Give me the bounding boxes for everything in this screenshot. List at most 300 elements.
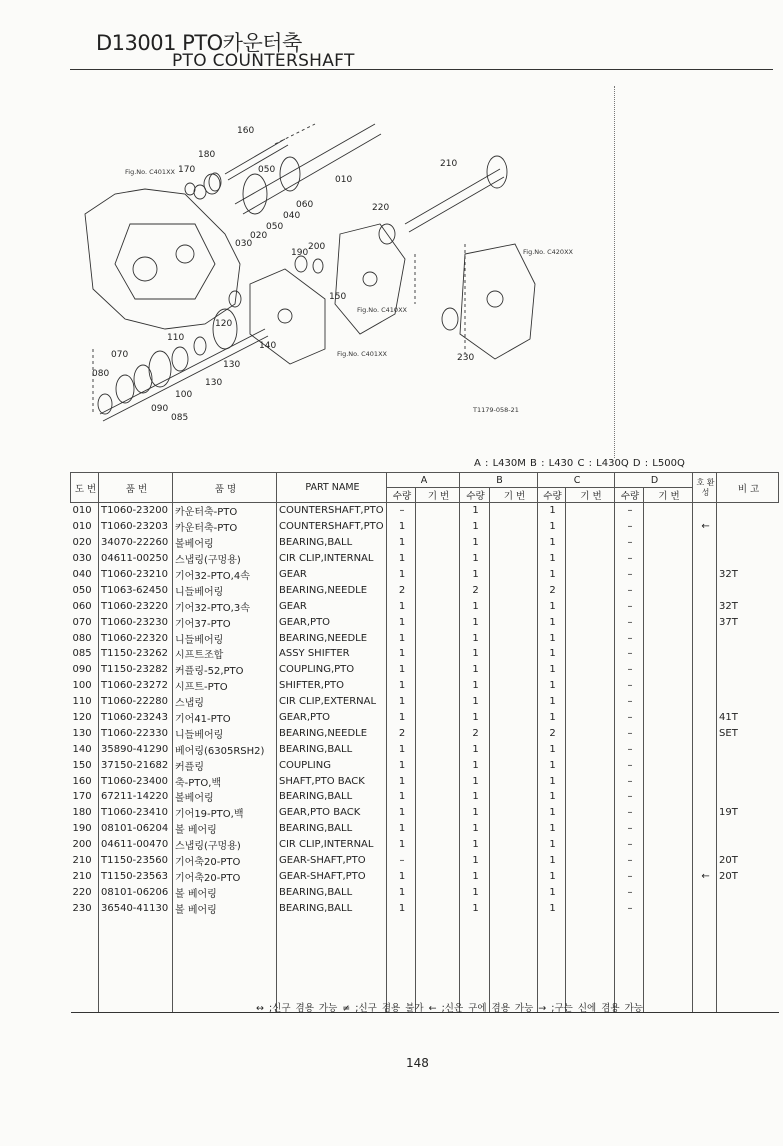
serial-c-cell bbox=[566, 710, 615, 726]
callout-130b: 130 bbox=[205, 378, 223, 388]
remarks-cell bbox=[717, 582, 779, 598]
qty-c-cell: 1 bbox=[538, 614, 566, 630]
serial-c-cell bbox=[566, 789, 615, 805]
drawing-number: T1179-058-21 bbox=[473, 406, 519, 414]
qty-c-cell: 1 bbox=[538, 853, 566, 869]
qty-a-cell: 1 bbox=[387, 789, 416, 805]
callout-150: 150 bbox=[329, 292, 347, 302]
fig-ref-c401-top: Fig.No. C401XX bbox=[125, 168, 175, 176]
part-name-cell: GEAR,PTO bbox=[277, 710, 387, 726]
qty-d-cell: – bbox=[615, 662, 644, 678]
qty-b-cell: 1 bbox=[460, 598, 490, 614]
serial-a-cell bbox=[416, 773, 460, 789]
qty-b-cell: 1 bbox=[460, 789, 490, 805]
qty-a-cell: 1 bbox=[387, 884, 416, 900]
serial-c-cell bbox=[566, 503, 615, 519]
table-row bbox=[71, 805, 779, 821]
part-number-cell: T1060-23243 bbox=[99, 710, 173, 726]
remarks-cell bbox=[717, 789, 779, 805]
qty-b-cell: 1 bbox=[460, 646, 490, 662]
table-row bbox=[71, 551, 779, 567]
serial-c-cell bbox=[566, 582, 615, 598]
serial-a-cell bbox=[416, 519, 460, 535]
serial-b-cell bbox=[490, 503, 538, 519]
part-name-cell: BEARING,BALL bbox=[277, 741, 387, 757]
qty-a-cell: 2 bbox=[387, 725, 416, 741]
serial-b-cell bbox=[490, 694, 538, 710]
callout-070: 070 bbox=[111, 350, 129, 360]
interchange-cell bbox=[693, 710, 717, 726]
col-part-no: 품 번 bbox=[99, 473, 173, 503]
qty-d-cell: – bbox=[615, 757, 644, 773]
callout-110: 110 bbox=[167, 333, 185, 343]
korean-name-cell: 니들베어링 bbox=[173, 630, 277, 646]
remarks-cell bbox=[717, 837, 779, 853]
callout-030: 030 bbox=[235, 239, 253, 249]
qty-a-cell: 1 bbox=[387, 694, 416, 710]
serial-a-cell bbox=[416, 503, 460, 519]
qty-d-cell: – bbox=[615, 710, 644, 726]
qty-d-cell: – bbox=[615, 789, 644, 805]
interchange-cell bbox=[693, 662, 717, 678]
interchange-cell bbox=[693, 567, 717, 583]
serial-a-cell bbox=[416, 741, 460, 757]
ref-cell: 200 bbox=[72, 839, 92, 851]
callout-090: 090 bbox=[151, 404, 169, 414]
remarks-cell: SET bbox=[717, 725, 779, 741]
qty-c-cell: 1 bbox=[538, 551, 566, 567]
qty-d-cell: – bbox=[615, 694, 644, 710]
qty-b-cell: 1 bbox=[460, 694, 490, 710]
qty-b-cell: 1 bbox=[460, 773, 490, 789]
part-name-cell: BEARING,NEEDLE bbox=[277, 582, 387, 598]
gear-040 bbox=[243, 174, 267, 214]
qty-a-cell: 1 bbox=[387, 757, 416, 773]
qty-a-cell: 1 bbox=[387, 741, 416, 757]
korean-name-cell: 커플링-52,PTO bbox=[173, 662, 277, 678]
callout-040: 040 bbox=[283, 211, 301, 221]
serial-d-cell bbox=[644, 551, 693, 567]
part-name-cell: ASSY SHIFTER bbox=[277, 646, 387, 662]
serial-d-cell bbox=[644, 598, 693, 614]
table-row bbox=[71, 678, 779, 694]
part-name-cell: GEAR-SHAFT,PTO bbox=[277, 868, 387, 884]
table-row bbox=[71, 725, 779, 741]
remarks-cell bbox=[717, 535, 779, 551]
col-qty-c: 수량 bbox=[538, 488, 566, 503]
remarks-cell bbox=[717, 694, 779, 710]
korean-name-cell: 카운터축-PTO bbox=[173, 503, 277, 519]
ref-cell: 100 bbox=[72, 680, 92, 692]
empty-cell bbox=[71, 916, 99, 1013]
serial-c-cell bbox=[566, 821, 615, 837]
korean-name-cell: 기어32-PTO,4속 bbox=[173, 567, 277, 583]
empty-cell bbox=[566, 916, 615, 1013]
serial-d-cell bbox=[644, 900, 693, 916]
serial-b-cell bbox=[490, 614, 538, 630]
page-number: 148 bbox=[406, 1056, 429, 1070]
qty-c-cell: 1 bbox=[538, 630, 566, 646]
serial-b-cell bbox=[490, 853, 538, 869]
col-name-kr: 품 명 bbox=[173, 473, 277, 503]
serial-d-cell bbox=[644, 614, 693, 630]
qty-b-cell: 1 bbox=[460, 710, 490, 726]
col-serial-d: 기 번 bbox=[644, 488, 693, 503]
qty-c-cell: 1 bbox=[538, 757, 566, 773]
ref-cell: 110 bbox=[72, 696, 92, 708]
qty-c-cell: 1 bbox=[538, 519, 566, 535]
qty-c-cell: 1 bbox=[538, 646, 566, 662]
interchange-cell bbox=[693, 598, 717, 614]
interchange-cell: ← bbox=[693, 868, 717, 884]
col-serial-b: 기 번 bbox=[490, 488, 538, 503]
part-name-cell: COUPLING bbox=[277, 757, 387, 773]
table-row bbox=[71, 614, 779, 630]
qty-a-cell: – bbox=[387, 503, 416, 519]
qty-a-cell: 1 bbox=[387, 821, 416, 837]
col-ref: 도 번 bbox=[71, 473, 99, 503]
qty-c-cell: 1 bbox=[538, 900, 566, 916]
qty-b-cell: 1 bbox=[460, 503, 490, 519]
serial-d-cell bbox=[644, 853, 693, 869]
serial-a-cell bbox=[416, 853, 460, 869]
callout-085: 085 bbox=[171, 413, 189, 423]
col-qty-d: 수량 bbox=[615, 488, 644, 503]
qty-d-cell: – bbox=[615, 630, 644, 646]
serial-c-cell bbox=[566, 519, 615, 535]
serial-a-cell bbox=[416, 551, 460, 567]
col-group-a: A bbox=[387, 473, 460, 488]
interchange-cell bbox=[693, 821, 717, 837]
serial-d-cell bbox=[644, 805, 693, 821]
col-part-name: PART NAME bbox=[277, 473, 387, 503]
remarks-cell: 20T bbox=[717, 853, 779, 869]
qty-c-cell: 1 bbox=[538, 805, 566, 821]
serial-d-cell bbox=[644, 710, 693, 726]
qty-b-cell: 1 bbox=[460, 805, 490, 821]
ref-cell: 120 bbox=[72, 712, 92, 724]
ref-cell: 210 bbox=[72, 855, 92, 867]
ref-cell: 085 bbox=[72, 648, 92, 660]
qty-a-cell: 1 bbox=[387, 710, 416, 726]
serial-a-cell bbox=[416, 582, 460, 598]
korean-name-cell: 볼베어링 bbox=[173, 535, 277, 551]
ref-cell: 220 bbox=[72, 886, 92, 898]
qty-b-cell: 1 bbox=[460, 567, 490, 583]
remarks-cell bbox=[717, 900, 779, 916]
table-row bbox=[71, 837, 779, 853]
ref-cell: 080 bbox=[72, 632, 92, 644]
serial-d-cell bbox=[644, 868, 693, 884]
table-row bbox=[71, 630, 779, 646]
parts-table-body bbox=[71, 503, 779, 1013]
table-row bbox=[71, 757, 779, 773]
qty-d-cell: – bbox=[615, 821, 644, 837]
serial-b-cell bbox=[490, 662, 538, 678]
serial-a-cell bbox=[416, 725, 460, 741]
serial-a-cell bbox=[416, 900, 460, 916]
callout-130: 130 bbox=[223, 360, 241, 370]
qty-d-cell: – bbox=[615, 741, 644, 757]
table-row bbox=[71, 535, 779, 551]
korean-name-cell: 볼 베어링 bbox=[173, 884, 277, 900]
remarks-cell bbox=[717, 630, 779, 646]
table-row bbox=[71, 741, 779, 757]
empty-cell bbox=[173, 916, 277, 1013]
part-name-cell: GEAR,PTO bbox=[277, 614, 387, 630]
serial-a-cell bbox=[416, 694, 460, 710]
qty-c-cell: 1 bbox=[538, 868, 566, 884]
serial-c-cell bbox=[566, 868, 615, 884]
qty-a-cell: 1 bbox=[387, 773, 416, 789]
serial-a-cell bbox=[416, 598, 460, 614]
korean-name-cell: 볼 베어링 bbox=[173, 821, 277, 837]
callout-060: 060 bbox=[296, 200, 314, 210]
interchange-cell bbox=[693, 646, 717, 662]
callout-190: 190 bbox=[291, 248, 309, 258]
remarks-cell bbox=[717, 646, 779, 662]
serial-a-cell bbox=[416, 821, 460, 837]
remarks-cell: 32T bbox=[717, 598, 779, 614]
empty-cell bbox=[693, 916, 717, 1013]
table-row bbox=[71, 503, 779, 519]
qty-a-cell: 1 bbox=[387, 535, 416, 551]
part-number-cell: T1060-22280 bbox=[99, 694, 173, 710]
part-number-cell: T1060-23210 bbox=[99, 567, 173, 583]
qty-c-cell: 1 bbox=[538, 837, 566, 853]
qty-b-cell: 1 bbox=[460, 535, 490, 551]
korean-name-cell: 축-PTO,백 bbox=[173, 773, 277, 789]
qty-b-cell: 1 bbox=[460, 630, 490, 646]
qty-d-cell: – bbox=[615, 567, 644, 583]
serial-b-cell bbox=[490, 598, 538, 614]
part-name-cell: CIR CLIP,INTERNAL bbox=[277, 837, 387, 853]
remarks-cell bbox=[717, 678, 779, 694]
serial-c-cell bbox=[566, 884, 615, 900]
empty-cell bbox=[277, 916, 387, 1013]
part-number-cell: T1060-23272 bbox=[99, 678, 173, 694]
serial-b-cell bbox=[490, 805, 538, 821]
serial-a-cell bbox=[416, 710, 460, 726]
callout-180: 180 bbox=[198, 150, 216, 160]
empty-cell bbox=[416, 916, 460, 1013]
serial-b-cell bbox=[490, 535, 538, 551]
korean-name-cell: 베어링(6305RSH2) bbox=[173, 741, 277, 757]
remarks-cell bbox=[717, 757, 779, 773]
serial-a-cell bbox=[416, 678, 460, 694]
qty-b-cell: 1 bbox=[460, 551, 490, 567]
serial-d-cell bbox=[644, 694, 693, 710]
diagram-divider bbox=[614, 86, 615, 458]
interchange-cell bbox=[693, 773, 717, 789]
korean-name-cell: 기어축20-PTO bbox=[173, 853, 277, 869]
part-name-cell: BEARING,BALL bbox=[277, 900, 387, 916]
page-subtitle: PTO COUNTERSHAFT bbox=[172, 51, 355, 71]
fig-ref-c401-bottom: Fig.No. C401XX bbox=[337, 350, 387, 358]
empty-cell bbox=[717, 916, 779, 1013]
part-number-cell: 35890-41290 bbox=[99, 741, 173, 757]
serial-b-cell bbox=[490, 551, 538, 567]
col-group-d: D bbox=[615, 473, 693, 488]
part-number-cell: T1060-23203 bbox=[99, 519, 173, 535]
part-number-cell: T1060-23230 bbox=[99, 614, 173, 630]
part-name-cell: BEARING,BALL bbox=[277, 884, 387, 900]
qty-a-cell: 1 bbox=[387, 678, 416, 694]
part-name-cell: BEARING,NEEDLE bbox=[277, 725, 387, 741]
remarks-cell: 20T bbox=[717, 868, 779, 884]
qty-a-cell: 1 bbox=[387, 662, 416, 678]
part-number-cell: T1060-23400 bbox=[99, 773, 173, 789]
serial-d-cell bbox=[644, 757, 693, 773]
part-number-cell: 08101-06204 bbox=[99, 821, 173, 837]
col-qty-b: 수량 bbox=[460, 488, 490, 503]
qty-d-cell: – bbox=[615, 868, 644, 884]
korean-name-cell: 카운터축-PTO bbox=[173, 519, 277, 535]
part-number-cell: 04611-00470 bbox=[99, 837, 173, 853]
serial-c-cell bbox=[566, 614, 615, 630]
interchange-cell bbox=[693, 551, 717, 567]
interchange-cell bbox=[693, 678, 717, 694]
serial-c-cell bbox=[566, 646, 615, 662]
interchange-cell bbox=[693, 837, 717, 853]
qty-d-cell: – bbox=[615, 598, 644, 614]
part-name-cell: CIR CLIP,INTERNAL bbox=[277, 551, 387, 567]
korean-name-cell: 기어41-PTO bbox=[173, 710, 277, 726]
serial-b-cell bbox=[490, 868, 538, 884]
ref-cell: 150 bbox=[72, 759, 92, 771]
callout-080: 080 bbox=[92, 369, 110, 379]
serial-a-cell bbox=[416, 757, 460, 773]
part-number-cell: T1150-23282 bbox=[99, 662, 173, 678]
qty-d-cell: – bbox=[615, 519, 644, 535]
gear-210 bbox=[487, 156, 507, 188]
serial-a-cell bbox=[416, 646, 460, 662]
table-row bbox=[71, 900, 779, 916]
fig-ref-c420: Fig.No. C420XX bbox=[523, 248, 573, 256]
serial-a-cell bbox=[416, 884, 460, 900]
ref-cell: 010 bbox=[72, 521, 92, 533]
serial-c-cell bbox=[566, 773, 615, 789]
qty-d-cell: – bbox=[615, 614, 644, 630]
part-name-cell: COUNTERSHAFT,PTO bbox=[277, 503, 387, 519]
qty-a-cell: 1 bbox=[387, 900, 416, 916]
model-legend: A : L430M B : L430 C : L430Q D : L500Q bbox=[474, 458, 685, 469]
qty-d-cell: – bbox=[615, 773, 644, 789]
qty-b-cell: 1 bbox=[460, 519, 490, 535]
part-name-cell: GEAR bbox=[277, 567, 387, 583]
serial-c-cell bbox=[566, 598, 615, 614]
qty-b-cell: 2 bbox=[460, 725, 490, 741]
qty-c-cell: 1 bbox=[538, 598, 566, 614]
table-row bbox=[71, 868, 779, 884]
qty-b-cell: 1 bbox=[460, 614, 490, 630]
interchange-cell bbox=[693, 725, 717, 741]
ref-cell: 050 bbox=[72, 584, 92, 596]
korean-name-cell: 기어축20-PTO bbox=[173, 868, 277, 884]
callout-200: 200 bbox=[308, 242, 326, 252]
part-name-cell: BEARING,NEEDLE bbox=[277, 630, 387, 646]
serial-b-cell bbox=[490, 582, 538, 598]
table-header-row-1 bbox=[71, 473, 779, 488]
callout-170: 170 bbox=[178, 165, 196, 175]
qty-c-cell: 1 bbox=[538, 789, 566, 805]
table-row bbox=[71, 598, 779, 614]
part-number-cell: 36540-41130 bbox=[99, 900, 173, 916]
qty-d-cell: – bbox=[615, 678, 644, 694]
serial-d-cell bbox=[644, 646, 693, 662]
remarks-cell: 41T bbox=[717, 710, 779, 726]
serial-a-cell bbox=[416, 837, 460, 853]
remarks-cell bbox=[717, 519, 779, 535]
ref-cell: 210 bbox=[72, 870, 92, 882]
ref-cell: 180 bbox=[72, 807, 92, 819]
col-serial-c: 기 번 bbox=[566, 488, 615, 503]
qty-c-cell: 1 bbox=[538, 694, 566, 710]
ref-cell: 230 bbox=[72, 902, 92, 914]
table-row bbox=[71, 694, 779, 710]
remarks-cell: 37T bbox=[717, 614, 779, 630]
qty-b-cell: 1 bbox=[460, 884, 490, 900]
qty-b-cell: 1 bbox=[460, 853, 490, 869]
part-number-cell: 08101-06206 bbox=[99, 884, 173, 900]
ref-cell: 140 bbox=[72, 743, 92, 755]
ref-cell: 160 bbox=[72, 775, 92, 787]
empty-cell bbox=[460, 916, 490, 1013]
part-number-cell: T1060-22320 bbox=[99, 630, 173, 646]
col-interchange: 호 환 성 bbox=[693, 473, 717, 503]
ref-cell: 130 bbox=[72, 727, 92, 739]
qty-a-cell: 1 bbox=[387, 567, 416, 583]
serial-b-cell bbox=[490, 710, 538, 726]
gear-120 bbox=[213, 309, 237, 349]
serial-c-cell bbox=[566, 725, 615, 741]
table-row bbox=[71, 567, 779, 583]
serial-d-cell bbox=[644, 884, 693, 900]
part-number-cell: T1060-23410 bbox=[99, 805, 173, 821]
interchange-legend: ↔ ;신구 겸용 가능 ≠ ;신구 겸용 불가 ← ;신은 구에 겸용 가능 → ;구는 신에 겸용 가능 bbox=[256, 1003, 643, 1014]
qty-a-cell: 1 bbox=[387, 837, 416, 853]
qty-c-cell: 1 bbox=[538, 662, 566, 678]
title-divider bbox=[70, 69, 773, 70]
part-number-cell: 04611-00250 bbox=[99, 551, 173, 567]
qty-c-cell: 1 bbox=[538, 821, 566, 837]
table-row bbox=[71, 710, 779, 726]
part-name-cell: GEAR-SHAFT,PTO bbox=[277, 853, 387, 869]
remarks-cell bbox=[717, 773, 779, 789]
qty-c-cell: 1 bbox=[538, 503, 566, 519]
part-number-cell: T1060-23220 bbox=[99, 598, 173, 614]
qty-a-cell: 1 bbox=[387, 646, 416, 662]
remarks-cell: 32T bbox=[717, 567, 779, 583]
callout-120: 120 bbox=[215, 319, 233, 329]
table-row bbox=[71, 821, 779, 837]
serial-b-cell bbox=[490, 519, 538, 535]
qty-c-cell: 2 bbox=[538, 582, 566, 598]
remarks-cell bbox=[717, 821, 779, 837]
transmission-housing bbox=[85, 189, 240, 329]
part-number-cell: T1150-23563 bbox=[99, 868, 173, 884]
part-name-cell: COUPLING,PTO bbox=[277, 662, 387, 678]
ref-cell: 060 bbox=[72, 600, 92, 612]
qty-a-cell: 1 bbox=[387, 519, 416, 535]
callout-140: 140 bbox=[259, 341, 277, 351]
korean-name-cell: 니들베어링 bbox=[173, 582, 277, 598]
serial-b-cell bbox=[490, 837, 538, 853]
serial-b-cell bbox=[490, 741, 538, 757]
remarks-cell bbox=[717, 551, 779, 567]
qty-d-cell: – bbox=[615, 884, 644, 900]
serial-d-cell bbox=[644, 582, 693, 598]
